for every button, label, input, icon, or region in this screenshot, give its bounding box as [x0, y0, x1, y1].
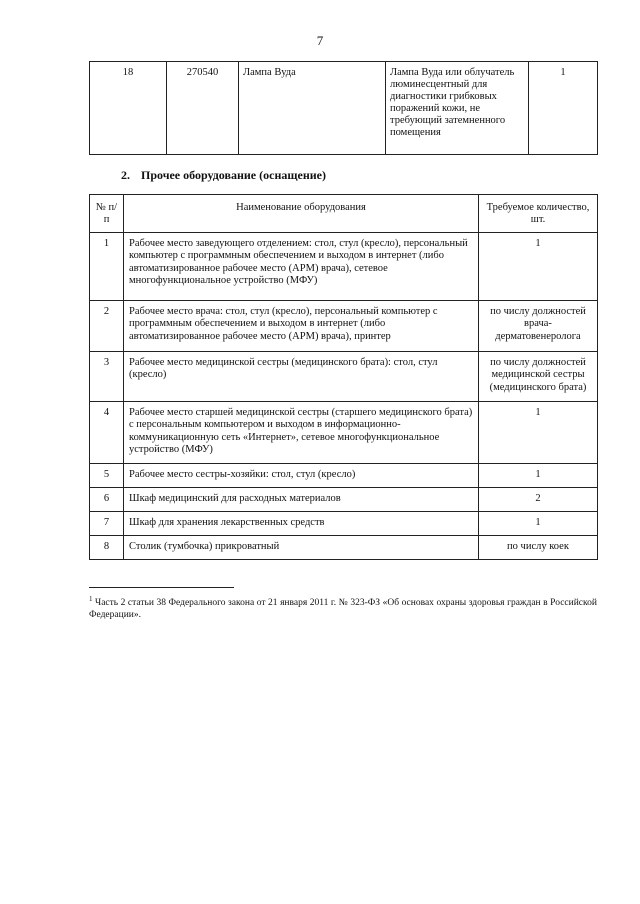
row-num: 6 [90, 488, 124, 512]
section-title-text: Прочее оборудование (оснащение) [141, 168, 326, 182]
table-header-row [90, 195, 598, 233]
row-qty: 1 [479, 402, 598, 464]
table-row [90, 402, 598, 464]
row-num: 3 [90, 352, 124, 402]
row-qty: по числу должностей врача-дерматовенеролога [479, 301, 598, 352]
continuation-table [89, 61, 598, 155]
footnote [89, 593, 597, 621]
row-code: 270540 [167, 62, 239, 155]
table-row [90, 512, 598, 536]
row-name: Столик (тумбочка) прикроватный [124, 536, 479, 560]
row-name: Рабочее место заведующего отделением: стол, стул (кресло), персональный компьютер с программным обеспечением и выходом в интернет (либо автоматизированное рабочее место (АРМ) врача), сетевое многофункциональное устройство (МФУ) [124, 233, 479, 301]
row-qty: 1 [479, 512, 598, 536]
row-num: 7 [90, 512, 124, 536]
row-index: 18 [90, 62, 167, 155]
table-row [90, 464, 598, 488]
row-num: 8 [90, 536, 124, 560]
header-name: Наименование оборудования [124, 195, 479, 233]
table-row [90, 536, 598, 560]
row-qty: 1 [479, 464, 598, 488]
row-name: Рабочее место врача: стол, стул (кресло), персональный компьютер с программным обеспечением и выходом в интернет (либо автоматизированное рабочее место (АРМ) врача), принтер [124, 301, 479, 352]
table-row [90, 301, 598, 352]
row-num: 4 [90, 402, 124, 464]
table-row [90, 488, 598, 512]
section-number: 2. [121, 168, 130, 182]
header-qty: Требуемое количество, шт. [479, 195, 598, 233]
equipment-table [89, 194, 598, 560]
table-row [90, 352, 598, 402]
row-quantity: 1 [529, 62, 598, 155]
row-description: Лампа Вуда или облучатель люминесцентный для диагностики грибковых поражений кожи, не требующий затемненного помещения [386, 62, 529, 155]
section-title [121, 168, 326, 183]
row-name: Шкаф медицинский для расходных материалов [124, 488, 479, 512]
footnote-text: Часть 2 статьи 38 Федерального закона от 21 января 2011 г. № 323-ФЗ «Об основах охраны здоровья граждан в Российской Федерации». [89, 598, 597, 621]
row-qty: по числу должностей медицинской сестры (медицинского брата) [479, 352, 598, 402]
row-qty: 1 [479, 233, 598, 301]
table-row [90, 62, 598, 155]
header-num: № п/п [90, 195, 124, 233]
footnote-divider [89, 587, 234, 588]
page-number: 7 [316, 33, 324, 48]
row-name: Рабочее место медицинской сестры (медицинского брата): стол, стул (кресло) [124, 352, 479, 402]
row-num: 2 [90, 301, 124, 352]
row-equipment-name: Лампа Вуда [239, 62, 386, 155]
row-num: 5 [90, 464, 124, 488]
row-qty: по числу коек [479, 536, 598, 560]
row-name: Рабочее место старшей медицинской сестры (старшего медицинского брата) с персональным компьютером и выходом в информационно-коммуникационную сеть «Интернет», сетевое многофункциональное устройство (МФУ) [124, 402, 479, 464]
row-num: 1 [90, 233, 124, 301]
row-name: Рабочее место сестры-хозяйки: стол, стул (кресло) [124, 464, 479, 488]
table-row [90, 233, 598, 301]
row-qty: 2 [479, 488, 598, 512]
footnote-marker: 1 [89, 595, 93, 603]
row-name: Шкаф для хранения лекарственных средств [124, 512, 479, 536]
